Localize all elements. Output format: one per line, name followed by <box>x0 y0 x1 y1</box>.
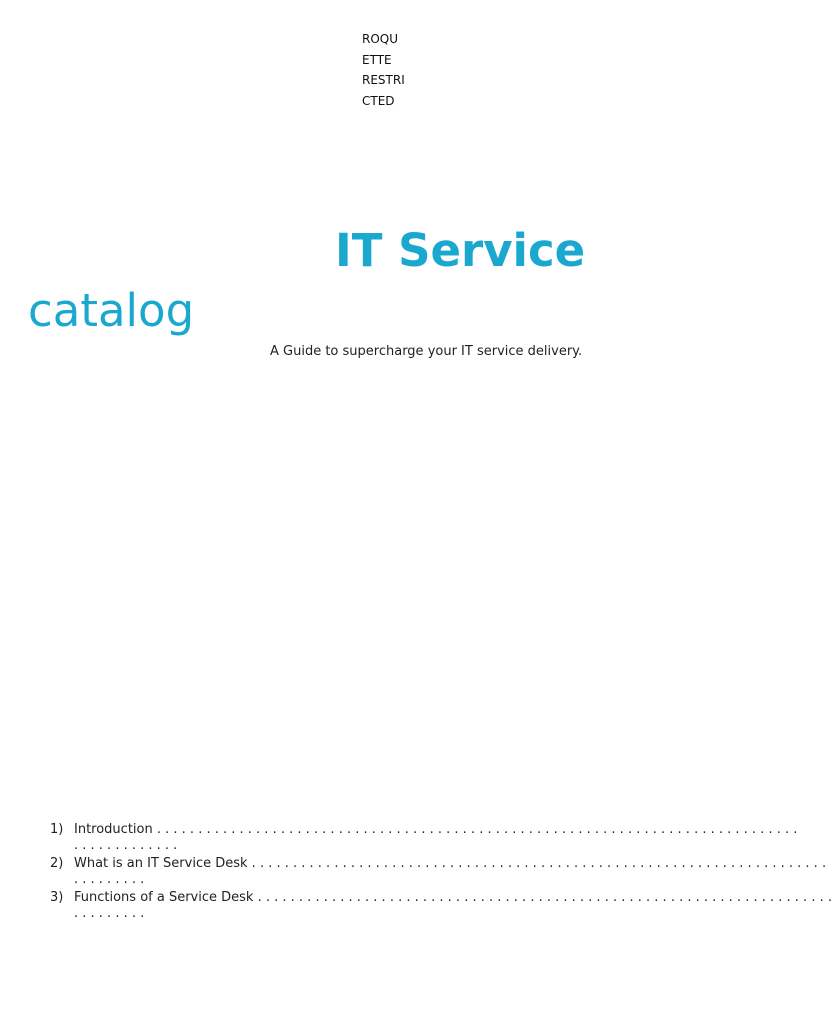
classification-line: RESTRI <box>362 73 405 87</box>
classification-line: ROQU <box>362 32 399 46</box>
table-of-contents <box>50 822 832 924</box>
toc-entry-number: 3) <box>50 890 64 905</box>
toc-leader-dots: . . . . . . . . . . . . . <box>74 838 178 853</box>
classification-marking <box>362 29 405 111</box>
toc-entry-what-is-service-desk[interactable] <box>50 856 827 890</box>
toc-entry-line <box>74 822 798 838</box>
toc-entry-line <box>74 890 832 906</box>
toc-entry-label: Functions of a Service Desk <box>74 890 254 905</box>
toc-leader-dots: . . . . . . . . . . . . . . . . . . . . . . . . . . . . . . . . . . . . . . . . . . . . . . . . . . . . . . . . . . . . . . . . . . . . . . . . . . . . . . <box>152 822 798 837</box>
classification-line: ETTE <box>362 52 392 67</box>
toc-entry-functions-service-desk[interactable] <box>50 890 832 924</box>
toc-entry-number: 1) <box>50 822 64 837</box>
document-title-continuation: catalog <box>28 284 195 337</box>
document-title: IT Service <box>335 224 586 277</box>
toc-leader-dots: . . . . . . . . . . . . . . . . . . . . . . . . . . . . . . . . . . . . . . . . . . . . . . . . . . . . . . . . . . . . . . . . . . . . . . <box>253 890 832 905</box>
toc-entry-introduction[interactable] <box>50 822 798 856</box>
document-subtitle: A Guide to supercharge your IT service delivery. <box>270 344 583 359</box>
toc-entry-label: What is an IT Service Desk <box>74 856 248 871</box>
toc-leader-dots: . . . . . . . . . <box>74 906 145 921</box>
toc-leader-dots: . . . . . . . . . . . . . . . . . . . . . . . . . . . . . . . . . . . . . . . . . . . . . . . . . . . . . . . . . . . . . . . . . . . . . . <box>247 856 827 871</box>
toc-entry-number: 2) <box>50 856 64 871</box>
toc-entry-label: Introduction <box>74 822 153 837</box>
toc-entry-line <box>74 856 827 872</box>
classification-line: CTED <box>362 93 395 108</box>
toc-leader-dots: . . . . . . . . . <box>74 872 145 887</box>
